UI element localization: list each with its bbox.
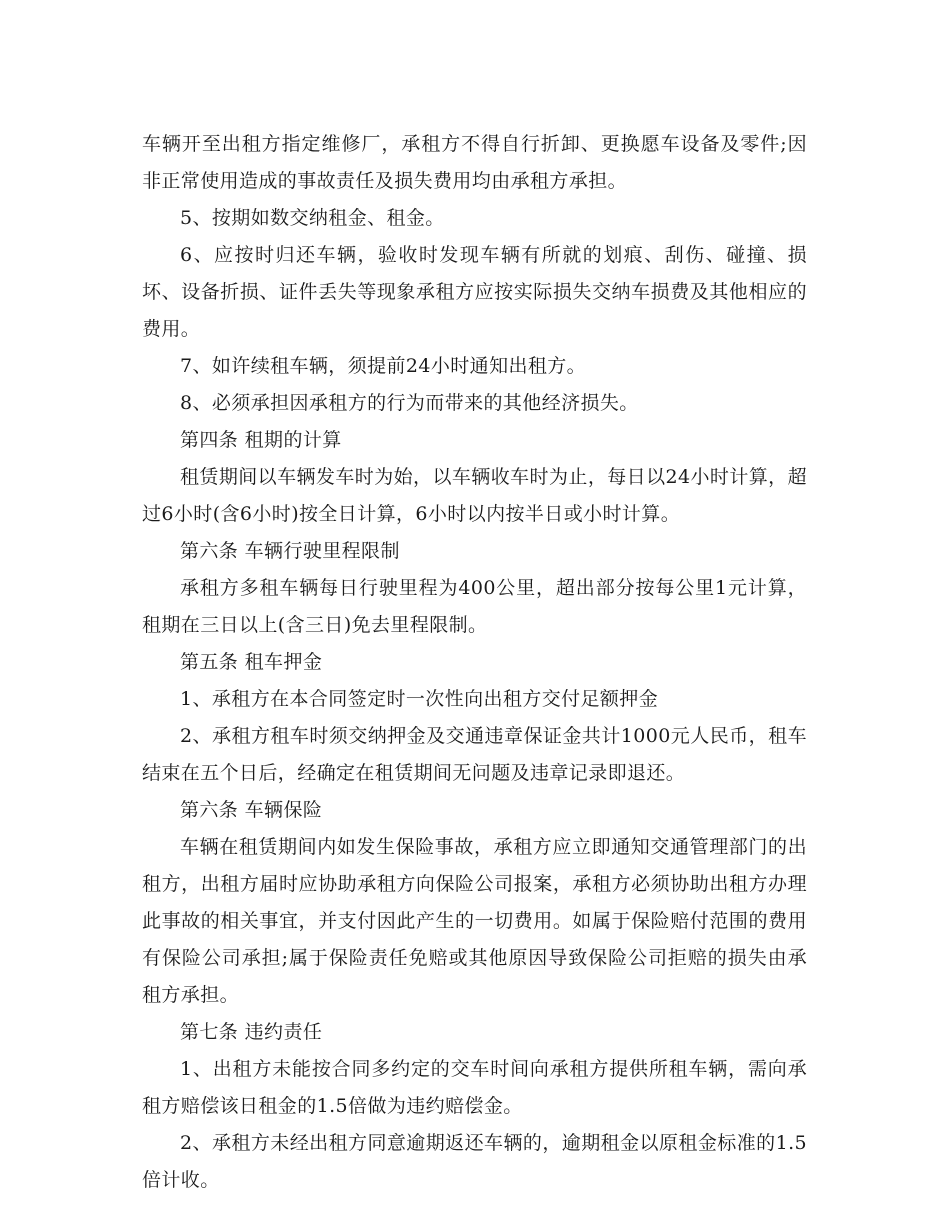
section-heading-breach: 第七条 违约责任 bbox=[180, 1021, 323, 1043]
document-body bbox=[142, 126, 807, 1199]
paragraph-breach-2: 2、承租方未经出租方同意逾期返还车辆的，逾期租金以原租金标准的1.5倍计收。 bbox=[142, 1132, 807, 1191]
paragraph-item-6-return: 6、应按时归还车辆，验收时发现车辆有所就的划痕、刮伤、碰撞、损坏、设备折损、证件丢失等现象承租方应按实际损失交纳车损费及其他相应的费用。 bbox=[142, 244, 807, 340]
paragraph-item-7-renewal: 7、如许续租车辆，须提前24小时通知出租方。 bbox=[180, 355, 587, 377]
paragraph-item-5-rent: 5、按期如数交纳租金、租金。 bbox=[180, 207, 445, 229]
section-heading-insurance: 第六条 车辆保险 bbox=[180, 799, 323, 821]
section-heading-rental-period: 第四条 租期的计算 bbox=[180, 429, 342, 451]
paragraph-breach-1: 1、出租方未能按合同多约定的交车时间向承租方提供所租车辆，需向承租方赔偿该日租金的1.5倍做为违约赔偿金。 bbox=[142, 1058, 807, 1117]
paragraph-deposit-1: 1、承租方在本合同签定时一次性向出租方交付足额押金 bbox=[180, 688, 659, 710]
section-heading-mileage-limit: 第六条 车辆行驶里程限制 bbox=[180, 540, 400, 562]
paragraph-mileage-limit: 承租方多租车辆每日行驶里程为400公里，超出部分按每公里1元计算，租期在三日以上(含三日)免去里程限制。 bbox=[142, 577, 807, 636]
paragraph-rental-period: 租赁期间以车辆发车时为始，以车辆收车时为止，每日以24小时计算，超过6小时(含6小时)按全日计算，6小时以内按半日或小时计算。 bbox=[142, 466, 807, 525]
paragraph-vehicle-repair: 车辆开至出租方指定维修厂，承租方不得自行折卸、更换愿车设备及零件;因非正常使用造成的事故责任及损失费用均由承租方承担。 bbox=[142, 133, 807, 192]
paragraph-deposit-2: 2、承租方租车时须交纳押金及交通违章保证金共计1000元人民币，租车结束在五个日后，经确定在租赁期间无问题及违章记录即退还。 bbox=[142, 725, 807, 784]
section-heading-deposit: 第五条 租车押金 bbox=[180, 651, 323, 673]
paragraph-insurance: 车辆在租赁期间内如发生保险事故，承租方应立即通知交通管理部门的出租方，出租方届时应协助承租方向保险公司报案，承租方必须协助出租方办理此事故的相关事宜，并支付因此产生的一切费用。如属于保险赔付范围的费用有保险公司承担;属于保险责任免赔或其他原因导致保险公司拒赔的损失由承租方承担。 bbox=[142, 836, 807, 1006]
paragraph-item-8-losses: 8、必须承担因承租方的行为而带来的其他经济损失。 bbox=[180, 392, 639, 414]
